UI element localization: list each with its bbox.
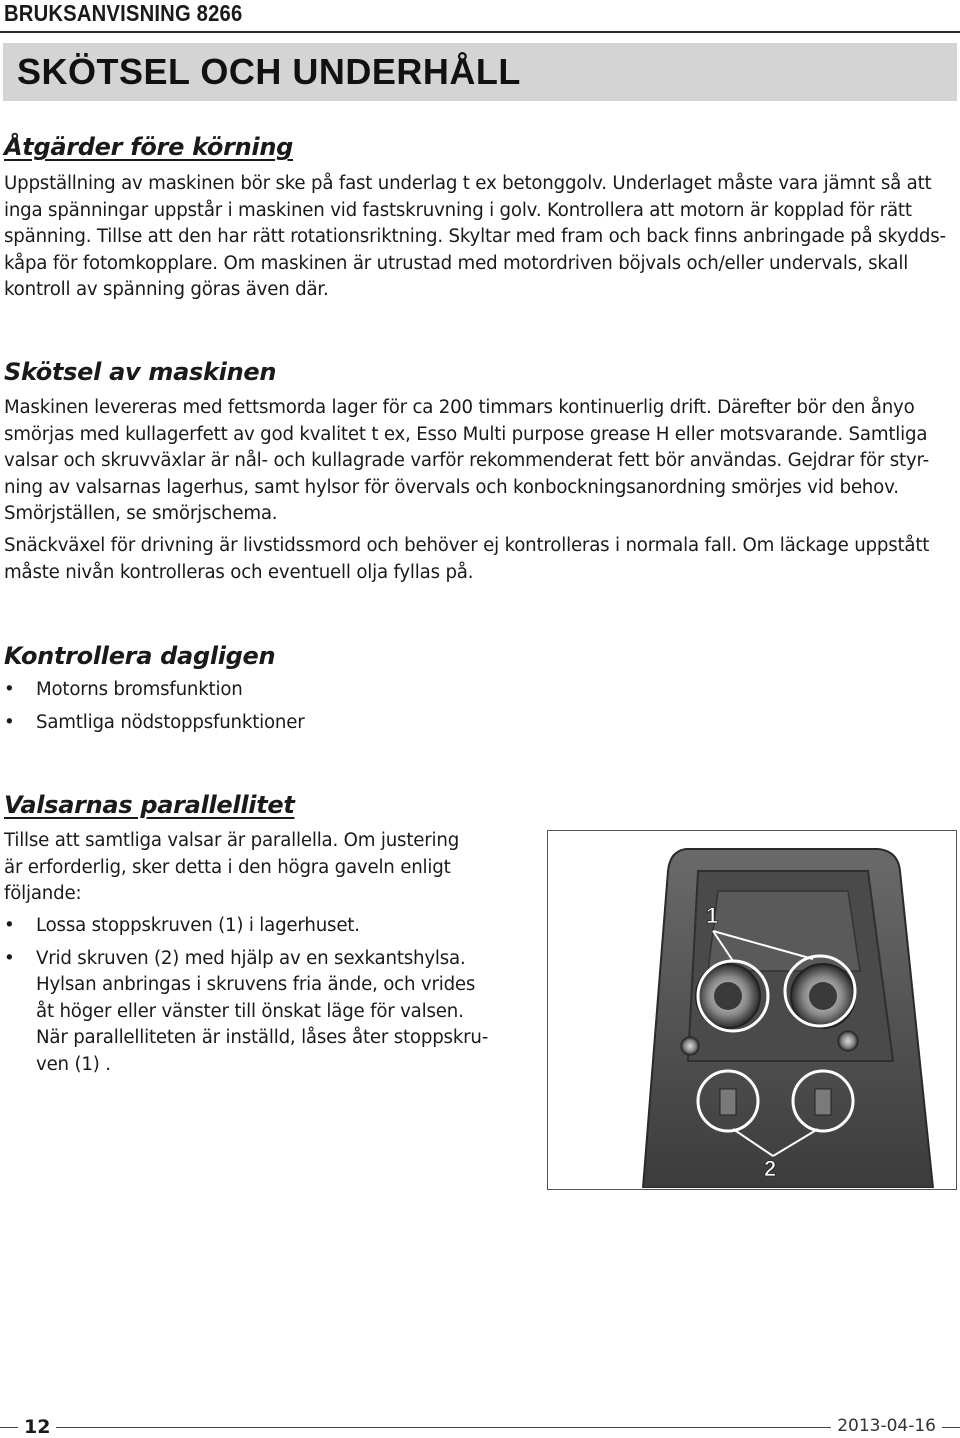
heading-atgarder-fore-korning: Åtgärder före körning (4, 133, 294, 161)
footer-page-number: 12 (18, 1416, 56, 1438)
list-item-text: Hylsan anbringas i skruvens fria ände, och vrides (36, 974, 476, 995)
list-item-text: Lossa stoppskruven (1) i lagerhuset. (36, 915, 360, 936)
bullet-icon: • (4, 711, 15, 733)
text-line: följande: (4, 883, 82, 904)
side-bolt-right (838, 1031, 858, 1051)
list-item (4, 913, 488, 940)
daily-check-list (4, 677, 305, 736)
text-line: Uppställning av maskinen bör ske på fast underlag t ex betonggolv. Underlaget måste vara jämnt så att (4, 173, 932, 194)
list-item-text: åt höger eller vänster till önskat läge för valsen. (36, 1000, 464, 1022)
section2-paragraph-1 (4, 395, 944, 528)
text-line: Tillse att samtliga valsar är parallella. Om justering (4, 830, 460, 851)
text-line: smörjas med kullagerfett av god kvalitet t ex, Esso Multi purpose grease H eller motsvarande. Samtliga (4, 423, 928, 445)
text-line: kontroll av spänning göras även där. (4, 279, 329, 300)
section2-paragraph-2 (4, 533, 944, 586)
adjust-screw-right (815, 1089, 831, 1115)
heading-valsarnas-parallellitet: Valsarnas parallellitet (4, 791, 295, 819)
text-line: inga spänningar uppstår i maskinen vid fastskruvning i golv. Kontrollera att motorn är kopplad för rätt (4, 199, 912, 221)
callout-label-2: 2 (764, 1156, 777, 1181)
text-line: valsar och skruvväxlar är nål- och kullagrade varför rekommenderat fett bör användas. Gejdrar för styr- (4, 450, 929, 471)
bullet-icon: • (4, 915, 15, 936)
text-line: måste nivån kontrolleras och eventuell olja fyllas på. (4, 561, 474, 583)
text-line: Snäckväxel för drivning är livstidssmord och behöver ej kontrolleras i normala fall. Om läckage uppstått (4, 535, 930, 556)
list-item (4, 710, 305, 737)
list-item (4, 677, 305, 704)
end-plate-illustration (548, 831, 955, 1188)
text-line: kåpa för fotomkopplare. Om maskinen är utrustad med motordriven böjvals och/eller undervals, skall (4, 252, 909, 274)
bullet-icon: • (4, 947, 15, 969)
side-bolt-left (681, 1037, 699, 1055)
machine-end-plate-figure (547, 830, 957, 1190)
section-banner (3, 43, 957, 101)
list-item-text: Motorns bromsfunktion (36, 679, 243, 700)
callout-label-1: 1 (706, 903, 719, 928)
list-item (4, 946, 488, 1079)
heading-kontrollera-dagligen: Kontrollera dagligen (4, 642, 276, 670)
heading-skotsel-av-maskinen: Skötsel av maskinen (4, 358, 277, 386)
list-item-text: När parallelliteten är inställd, låses åter stoppskru- (36, 1027, 489, 1048)
banner-title: SKÖTSEL OCH UNDERHÅLL (17, 51, 521, 92)
list-item-text: Samtliga nödstoppsfunktioner (36, 711, 305, 733)
header-rule (0, 31, 960, 33)
text-line: Maskinen levereras med fettsmorda lager för ca 200 timmars kontinuerlig drift. Därefter bör den ånyo (4, 397, 915, 418)
list-item-text: Vrid skruven (2) med hjälp av en sexkantshylsa. (36, 947, 466, 969)
text-line: är erforderlig, sker detta i den högra gaveln enligt (4, 856, 451, 878)
list-item-text: ven (1) . (36, 1053, 111, 1075)
section4-intro (4, 828, 524, 908)
bullet-icon: • (4, 679, 15, 700)
text-line: ning av valsarnas lagerhus, samt hylsor för övervals och konbockningsanordning smörjes vid behov. (4, 476, 899, 498)
bearing-left-core (714, 982, 742, 1010)
bearing-right-core (809, 982, 837, 1010)
text-line: Smörjställen, se smörjschema. (4, 503, 278, 524)
adjustment-steps-list (4, 913, 488, 1078)
adjust-screw-left (720, 1089, 736, 1115)
footer-date: 2013-04-16 (831, 1416, 942, 1436)
document-header-title: BRUKSANVISNING 8266 (4, 0, 243, 26)
section1-paragraph (4, 171, 944, 304)
footer-rule (0, 1427, 960, 1428)
text-line: spänning. Tillse att den har rätt rotationsriktning. Skyltar med fram och back finns anbringade på skydds- (4, 226, 946, 247)
